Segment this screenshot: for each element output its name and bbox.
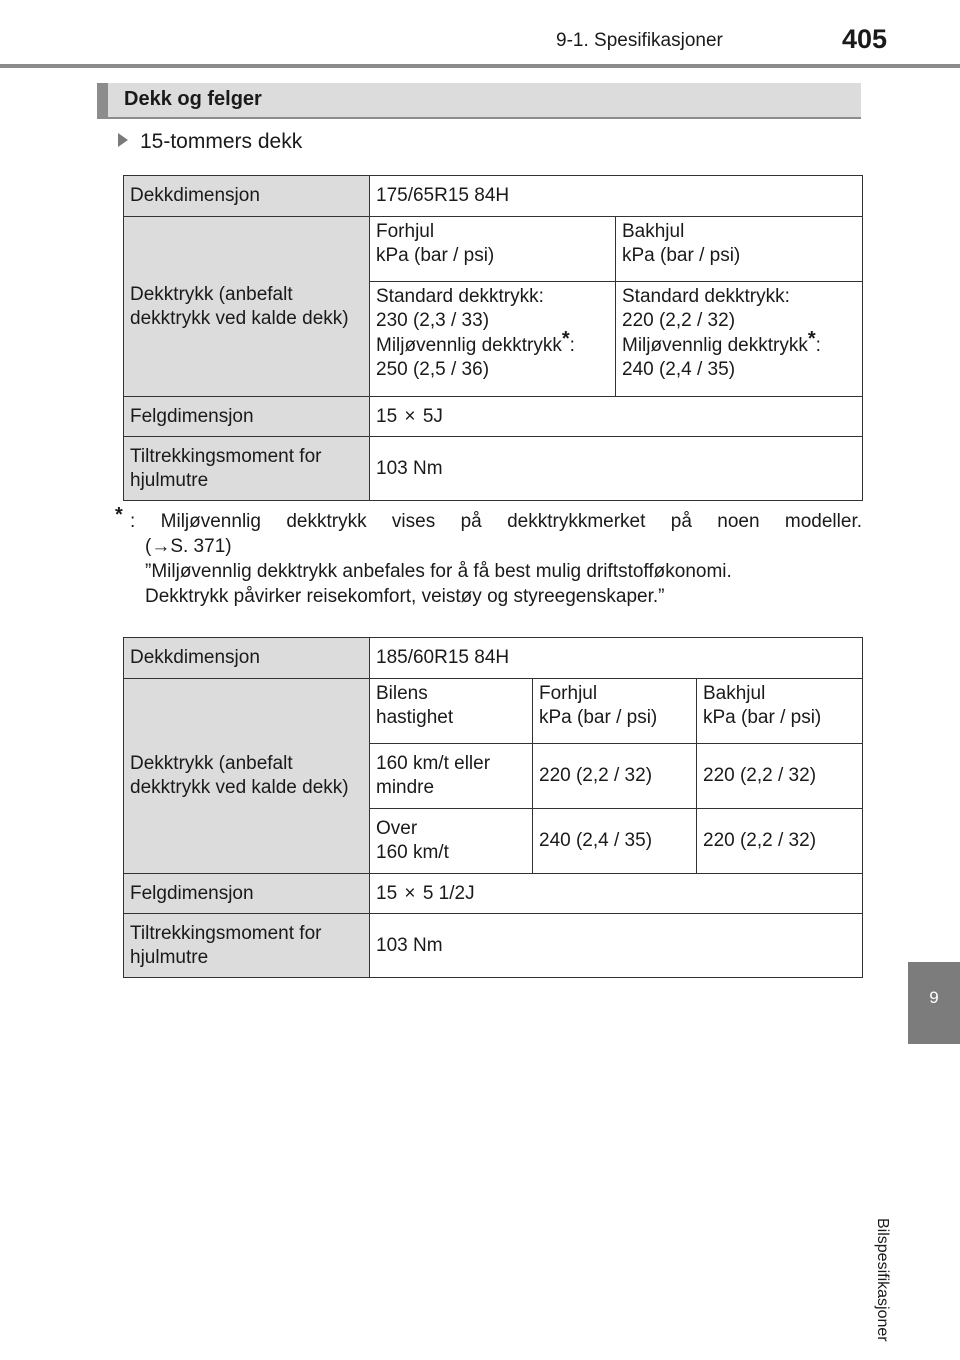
front-pressure-cell: 220 (2,2 / 32)	[533, 744, 697, 809]
speed-header-line: hastighet	[376, 707, 454, 728]
torque-label: Tiltrekkingsmoment for hjulmutre	[124, 437, 370, 501]
standard-pressure-label: Standard dekktrykk:	[622, 286, 790, 307]
speed-line: Over	[376, 818, 418, 839]
header-divider	[0, 64, 960, 68]
section-banner	[97, 83, 861, 119]
rear-wheel-title: Bakhjul	[622, 221, 685, 242]
speed-line: 160 km/t eller	[376, 753, 491, 774]
front-wheel-title: Forhjul	[539, 683, 598, 704]
table-row	[124, 679, 863, 744]
rear-wheel-title: Bakhjul	[703, 683, 766, 704]
torque-value: 103 Nm	[370, 914, 863, 978]
speed-line: 160 km/t	[376, 842, 449, 863]
front-standard-pressure: 230 (2,3 / 33)	[376, 310, 490, 331]
rear-pressure-cell: 220 (2,2 / 32)	[697, 744, 863, 809]
arrow-right-icon: →	[151, 536, 171, 557]
speed-header-line: Bilens	[376, 683, 428, 704]
footnote-marker: *	[561, 328, 570, 350]
header-section-title: 9-1. Spesifikasjoner	[556, 30, 723, 51]
table-row	[124, 176, 863, 217]
rear-wheel-unit: kPa (bar / psi)	[703, 707, 822, 728]
subsection-label: 15-tommers dekk	[140, 130, 303, 153]
rim-size-label: Felgdimensjon	[124, 874, 370, 914]
footnote-text: : Miljøvennlig dekktrykk vises på dekktrykkmerket på noen modeller.	[130, 511, 862, 532]
rear-wheel-unit: kPa (bar / psi)	[622, 245, 741, 266]
rear-eco-pressure: 240 (2,4 / 35)	[622, 359, 736, 380]
front-pressure-cell: 240 (2,4 / 35)	[533, 809, 697, 874]
front-wheel-header	[533, 679, 697, 744]
eco-pressure-label: Miljøvennlig dekktrykk	[376, 335, 562, 356]
table-row	[124, 397, 863, 437]
tire-spec-table-175	[123, 175, 863, 501]
footnote-quote-line: Dekktrykk påvirker reisekomfort, veistøy og styreegenskaper.”	[145, 586, 665, 607]
table-row	[124, 914, 863, 978]
rim-diameter: 15	[376, 405, 398, 427]
page-reference[interactable]: S. 371	[170, 536, 226, 557]
chapter-tab	[908, 962, 960, 1044]
footnote-marker: *	[807, 328, 816, 350]
table-row	[124, 437, 863, 501]
speed-cell	[370, 809, 533, 874]
chapter-number: 9	[929, 988, 939, 1007]
speed-line: mindre	[376, 777, 435, 798]
footnote-reference[interactable]: (→S. 371)	[145, 536, 232, 557]
footnote	[115, 504, 862, 609]
eco-pressure-label: Miljøvennlig dekktrykk	[622, 335, 808, 356]
footnote-quote-line: ”Miljøvennlig dekktrykk anbefales for å få best mulig driftstofføkonomi.	[145, 561, 732, 582]
speed-cell	[370, 744, 533, 809]
torque-label: Tiltrekkingsmoment for hjulmutre	[124, 914, 370, 978]
front-wheel-unit: kPa (bar / psi)	[539, 707, 658, 728]
footnote-row	[115, 504, 862, 609]
standard-pressure-label: Standard dekktrykk:	[376, 286, 544, 307]
chapter-label: Bilspesifikasjoner	[874, 1218, 891, 1342]
table-row	[124, 217, 863, 282]
rim-diameter: 15	[376, 882, 398, 904]
front-pressure-cell	[370, 282, 616, 397]
tire-pressure-label: Dekktrykk (anbefalt dekktrykk ved kalde dekk)	[124, 217, 370, 397]
page-number: 405	[842, 24, 888, 54]
footnote-body	[130, 509, 862, 609]
speed-header	[370, 679, 533, 744]
triangle-bullet-icon	[118, 133, 128, 147]
rear-standard-pressure: 220 (2,2 / 32)	[622, 310, 736, 331]
torque-value: 103 Nm	[370, 437, 863, 501]
front-wheel-unit: kPa (bar / psi)	[376, 245, 495, 266]
rear-wheel-header	[697, 679, 863, 744]
table-row	[124, 638, 863, 679]
rim-width: 5J	[422, 405, 443, 427]
rim-width: 5 1/2J	[422, 882, 475, 904]
rear-pressure-cell: 220 (2,2 / 32)	[697, 809, 863, 874]
tire-size-label: Dekkdimensjon	[124, 638, 370, 679]
eco-pressure-label-row: Miljøvennlig dekktrykk*:	[622, 328, 821, 356]
front-wheel-title: Forhjul	[376, 221, 435, 242]
tire-spec-table-185	[123, 637, 863, 978]
times-symbol: ×	[404, 405, 416, 427]
tire-size-value: 185/60R15 84H	[370, 638, 863, 679]
section-title: Dekk og felger	[124, 88, 262, 110]
tire-size-value: 175/65R15 84H	[370, 176, 863, 217]
table-row	[124, 874, 863, 914]
times-symbol: ×	[404, 882, 416, 904]
rim-size-value	[370, 397, 863, 437]
front-wheel-header	[370, 217, 616, 282]
front-eco-pressure: 250 (2,5 / 36)	[376, 359, 490, 380]
rear-wheel-header	[616, 217, 863, 282]
eco-pressure-label-row: Miljøvennlig dekktrykk*:	[376, 328, 575, 356]
footnote-star: *	[115, 504, 123, 526]
tire-size-label: Dekkdimensjon	[124, 176, 370, 217]
rim-size-value	[370, 874, 863, 914]
subsection-heading	[118, 130, 302, 154]
rim-size-label: Felgdimensjon	[124, 397, 370, 437]
tire-pressure-label: Dekktrykk (anbefalt dekktrykk ved kalde dekk)	[124, 679, 370, 874]
rear-pressure-cell	[616, 282, 863, 397]
